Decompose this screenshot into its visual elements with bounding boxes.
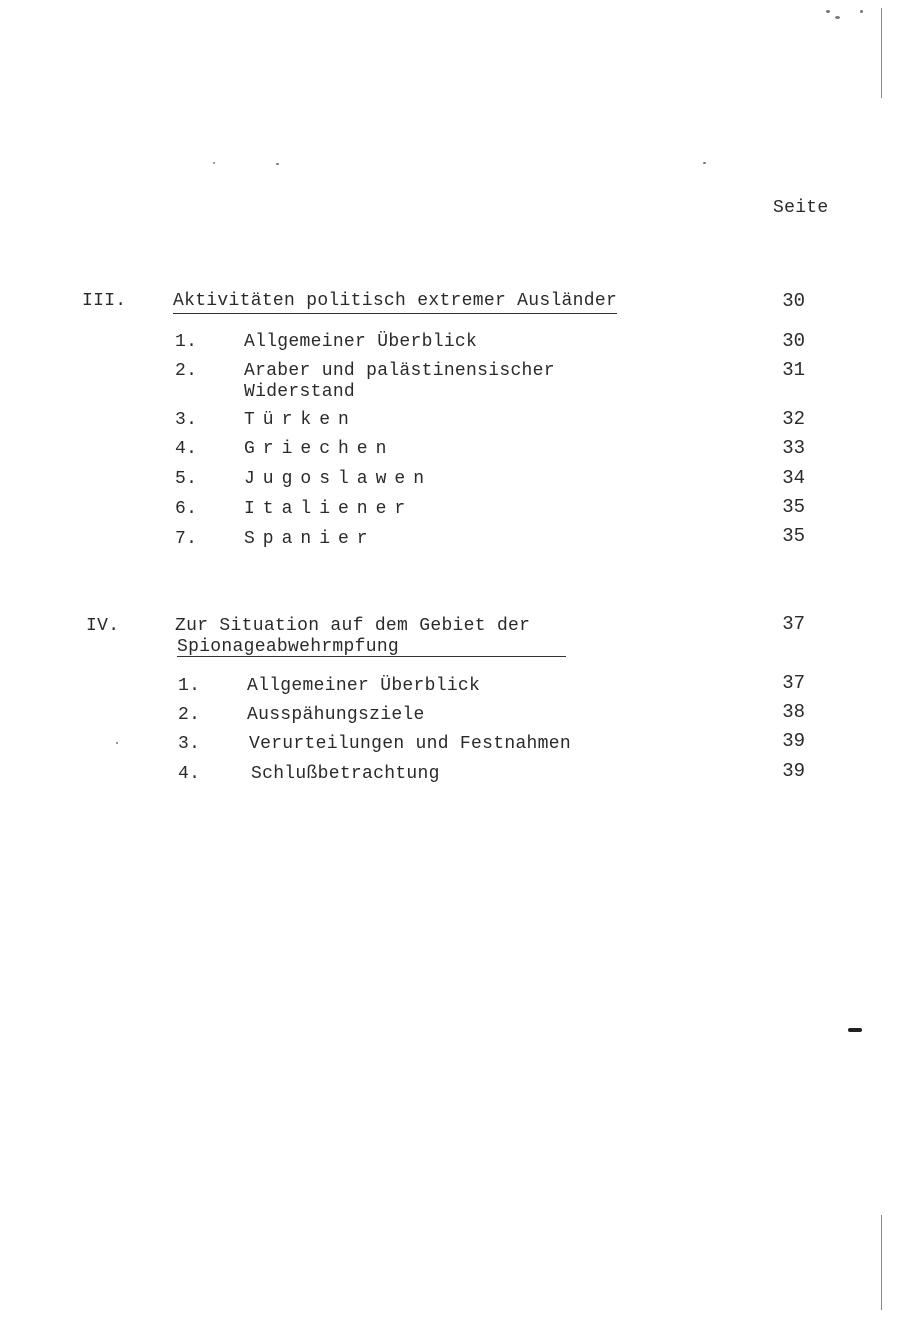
item-number: 1.: [175, 332, 198, 352]
scan-speck: [276, 163, 279, 165]
scan-speck: [848, 1028, 862, 1032]
scan-speck: [116, 742, 118, 744]
section-title-iv-underline: [177, 656, 566, 657]
item-page: 39: [782, 730, 805, 752]
scan-speck: [703, 162, 706, 164]
item-label: Verurteilungen und Festnahmen: [249, 734, 571, 754]
item-label: Griechen: [244, 439, 395, 459]
item-page: 39: [782, 760, 805, 782]
section-page-iv: 37: [782, 613, 805, 635]
item-page: 38: [782, 701, 805, 723]
item-number: 2.: [175, 361, 198, 381]
section-title-iv: Zur Situation auf dem Gebiet der: [175, 616, 531, 636]
item-label: Türken: [244, 410, 357, 430]
item-label: Jugoslawen: [244, 469, 433, 489]
item-page: 35: [782, 525, 805, 547]
item-number: 7.: [175, 529, 198, 549]
item-label: Ausspähungsziele: [247, 705, 425, 725]
section-numeral-iii: III.: [82, 291, 127, 311]
scan-edge-line: [881, 1215, 882, 1310]
item-label: Schlußbetrachtung: [251, 764, 440, 784]
item-page: 34: [782, 467, 805, 489]
section-title-iv-continued: Spionageabwehrmpfung: [177, 637, 400, 657]
item-number: 5.: [175, 469, 198, 489]
item-page: 35: [782, 496, 805, 518]
item-label: Araber und palästinensischer: [244, 361, 555, 381]
item-page: 37: [782, 672, 805, 694]
item-number: 2.: [178, 705, 201, 725]
item-label: Italiener: [244, 499, 414, 519]
scan-speck: [835, 16, 840, 19]
item-page: 31: [782, 359, 805, 381]
item-number: 3.: [175, 410, 198, 430]
item-label: Spanier: [244, 529, 376, 549]
section-title-iii: Aktivitäten politisch extremer Ausländer: [173, 291, 617, 314]
section-numeral-iv: IV.: [86, 616, 120, 636]
item-number: 4.: [178, 764, 201, 784]
scan-speck: [213, 162, 215, 164]
item-label-continued: Widerstand: [244, 382, 356, 402]
item-number: 6.: [175, 499, 198, 519]
item-number: 3.: [178, 734, 201, 754]
item-label: Allgemeiner Überblick: [247, 676, 481, 696]
scan-edge-line: [881, 8, 882, 98]
scan-speck: [826, 10, 830, 13]
item-page: 33: [782, 437, 805, 459]
item-number: 1.: [178, 676, 201, 696]
item-page: 30: [782, 330, 805, 352]
section-page-iii: 30: [782, 290, 805, 312]
item-number: 4.: [175, 439, 198, 459]
item-label: Allgemeiner Überblick: [244, 332, 478, 352]
seite-header: Seite: [773, 198, 829, 218]
scan-speck: [860, 10, 863, 13]
item-page: 32: [782, 408, 805, 430]
